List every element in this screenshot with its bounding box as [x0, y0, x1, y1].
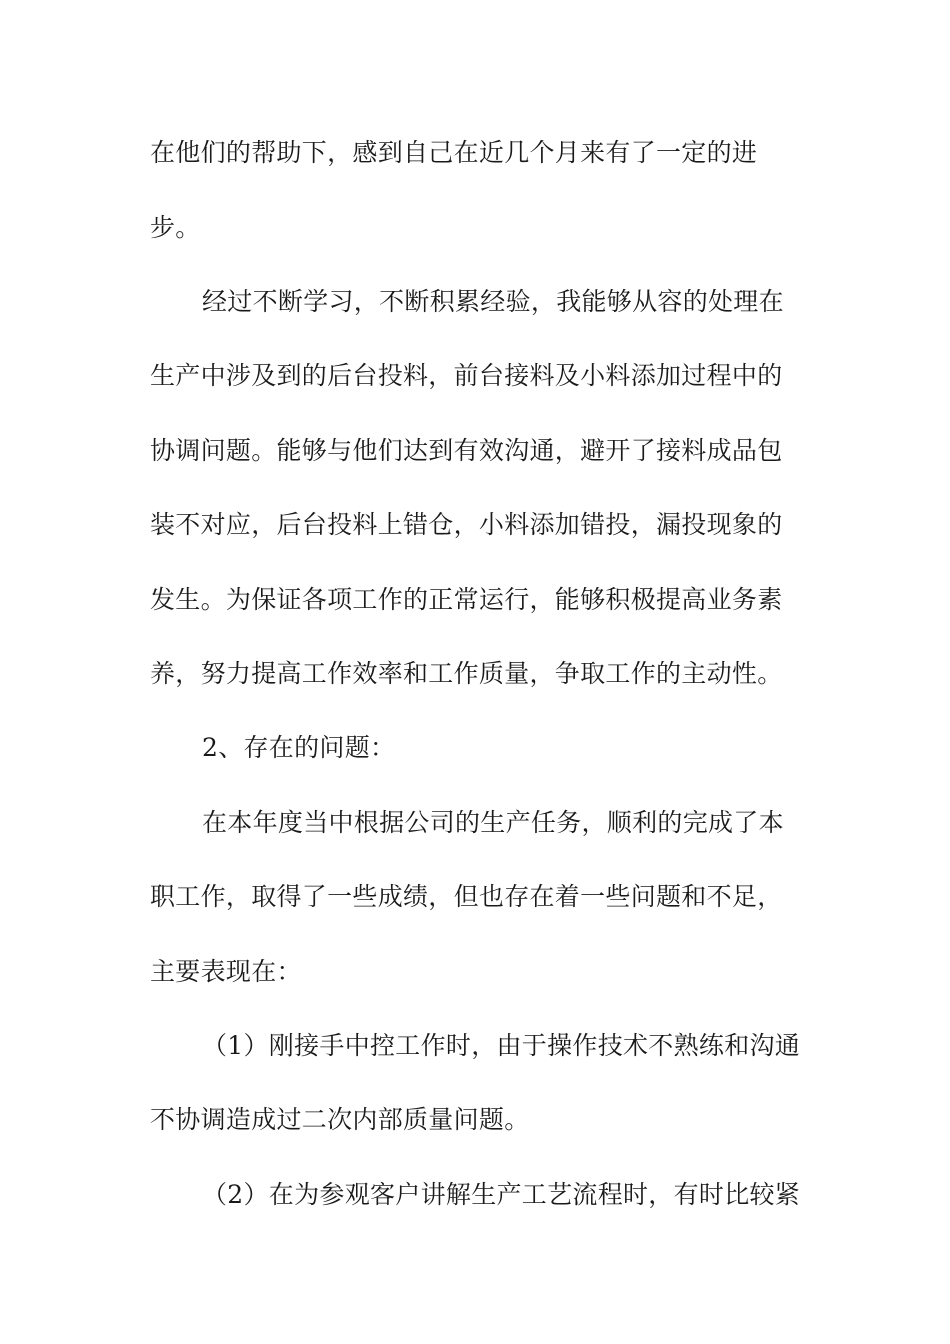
paragraph-line: 在他们的帮助下，感到自己在近几个月来有了一定的进: [150, 138, 758, 167]
paragraph-line: 养，努力提高工作效率和工作质量，争取工作的主动性。: [150, 659, 783, 688]
list-item-line: 不协调造成过二次内部质量问题。: [150, 1105, 530, 1134]
paragraph-line: 职工作，取得了一些成绩，但也存在着一些问题和不足，: [150, 882, 783, 911]
paragraph-line: 步。: [150, 213, 201, 242]
paragraph-line: 生产中涉及到的后台投料，前台接料及小料添加过程中的: [150, 361, 783, 390]
paragraph-line: 发生。为保证各项工作的正常运行，能够积极提高业务素: [150, 585, 783, 614]
list-item-line: （1）刚接手中控工作时，由于操作技术不熟练和沟通: [202, 1031, 801, 1060]
section-heading: 2、存在的问题：: [202, 733, 396, 762]
list-item-line: （2）在为参观客户讲解生产工艺流程时，有时比较紧: [202, 1180, 801, 1209]
paragraph-line: 主要表现在：: [150, 957, 302, 986]
paragraph-line: 在本年度当中根据公司的生产任务，顺利的完成了本: [202, 808, 784, 837]
paragraph-line: 协调问题。能够与他们达到有效沟通，避开了接料成品包: [150, 436, 783, 465]
paragraph-line: 经过不断学习，不断积累经验，我能够从容的处理在: [202, 287, 784, 316]
paragraph-line: 装不对应，后台投料上错仓，小料添加错投，漏投现象的: [150, 510, 783, 539]
